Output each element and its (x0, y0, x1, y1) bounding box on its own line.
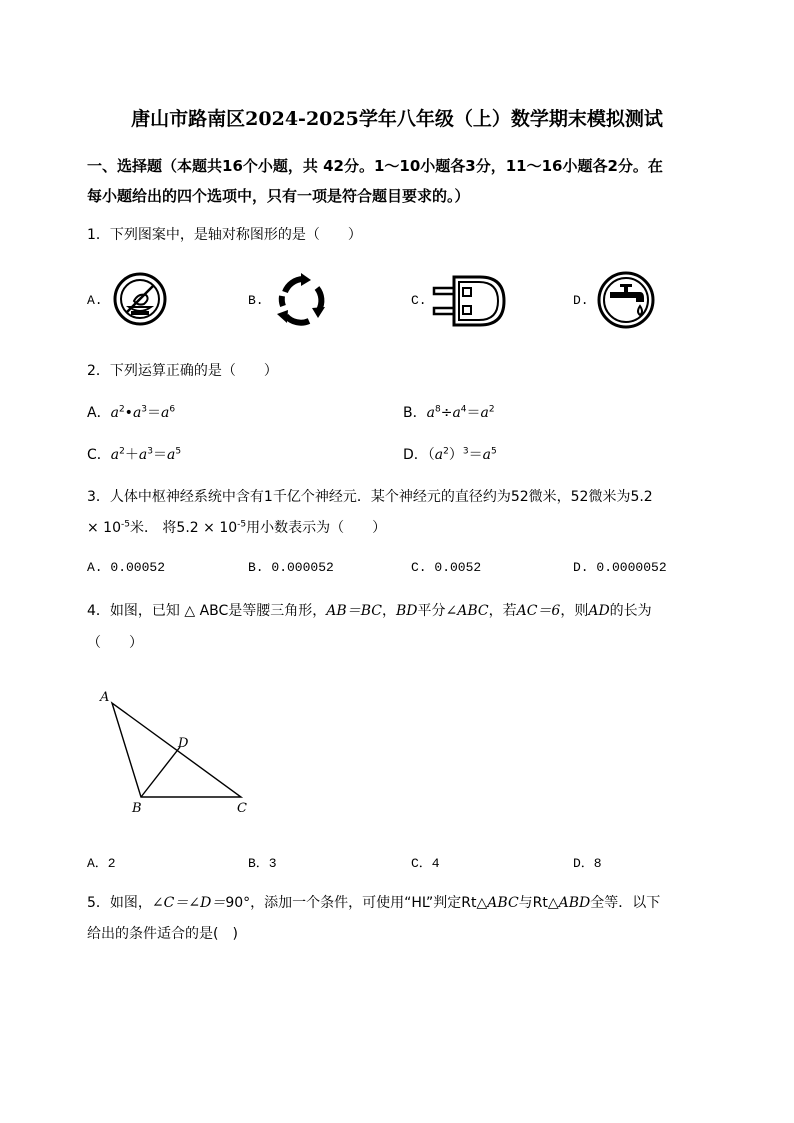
triangle-abc (112, 703, 241, 797)
no-wash-icon (112, 271, 168, 327)
label-c: C (237, 801, 247, 814)
q2-option-c: C．$a^2+a^3=a^5$ (87, 446, 182, 463)
q4-option-c: C．4 (411, 856, 440, 871)
label-a: A (100, 690, 110, 705)
q3-option-c: C. 0.0052 (411, 560, 482, 575)
label-b: B (132, 801, 142, 814)
q2-option-b-label: B． (403, 405, 427, 421)
recycle-arrows-icon (271, 270, 331, 330)
section-heading-line1: 一、选择题（本题共16个小题，共 42分。1～10小题各3分，11～16小题各2分。在 (87, 157, 663, 175)
power-plug-icon (432, 274, 508, 328)
q4-option-d: D．8 (573, 856, 602, 871)
section-heading-line2: 每小题给出的四个选项中，只有一项是符合题目要求的。） (87, 187, 470, 205)
q3-option-a: A. 0.00052 (87, 560, 166, 575)
q1-option-b-label: B. (248, 293, 264, 308)
q2-option-d: D．$(a^2)^3=a^5$ (403, 446, 497, 463)
question-3-line1: 3．人体中枢神经系统中含有1千亿个神经元．某个神经元的直径约为52微米，52微米为5.2 (87, 489, 653, 505)
q1-option-c-label: C. (411, 293, 427, 308)
q1-option-d-label: D. (573, 293, 589, 308)
question-4-line2: （ ） (87, 635, 143, 651)
triangle-figure (95, 684, 260, 814)
q2-option-b: B．$a^8\div a^4=a^2$ (403, 404, 495, 421)
question-5-line1: 5．如图，∠C＝∠D＝90°，添加一个条件，可使用“HL”判定Rt△ABC与Rt△ABD全等．以下 (87, 895, 661, 911)
question-2-stem: 2．下列运算正确的是（ ） (87, 363, 278, 379)
q1-option-a-label: A. (87, 293, 103, 308)
question-1-stem: 1．下列图案中，是轴对称图形的是（ ） (87, 227, 362, 243)
q4-option-b: B．3 (248, 856, 277, 871)
q3-option-d: D. 0.0000052 (573, 560, 667, 575)
q4-option-a: A．2 (87, 856, 116, 871)
q2-option-a-label: A． (87, 405, 111, 421)
question-4-line1: 4．如图，已知 △ ABC是等腰三角形，AB＝BC，BD平分∠ABC，若AC＝6，则AD的长为 (87, 603, 652, 619)
segment-bd (141, 747, 180, 797)
q3-option-b: B. 0.000052 (248, 560, 334, 575)
question-5-line2: 给出的条件适合的是( ) (87, 926, 238, 942)
q2-option-c-label: C． (87, 447, 111, 463)
page-title: 唐山市路南区2024-2025学年八年级（上）数学期末模拟测试 (131, 108, 663, 130)
q2-option-d-label: D． (403, 447, 428, 463)
water-tap-icon (596, 270, 656, 330)
q2-option-a: A．$a^2•a^3=a^6$ (87, 404, 176, 421)
question-3-line2: × $10^{-5}$米． 将$5.2 \times 10^{-5}$用小数表示为（ ） (87, 519, 387, 536)
label-d: D (178, 736, 189, 751)
